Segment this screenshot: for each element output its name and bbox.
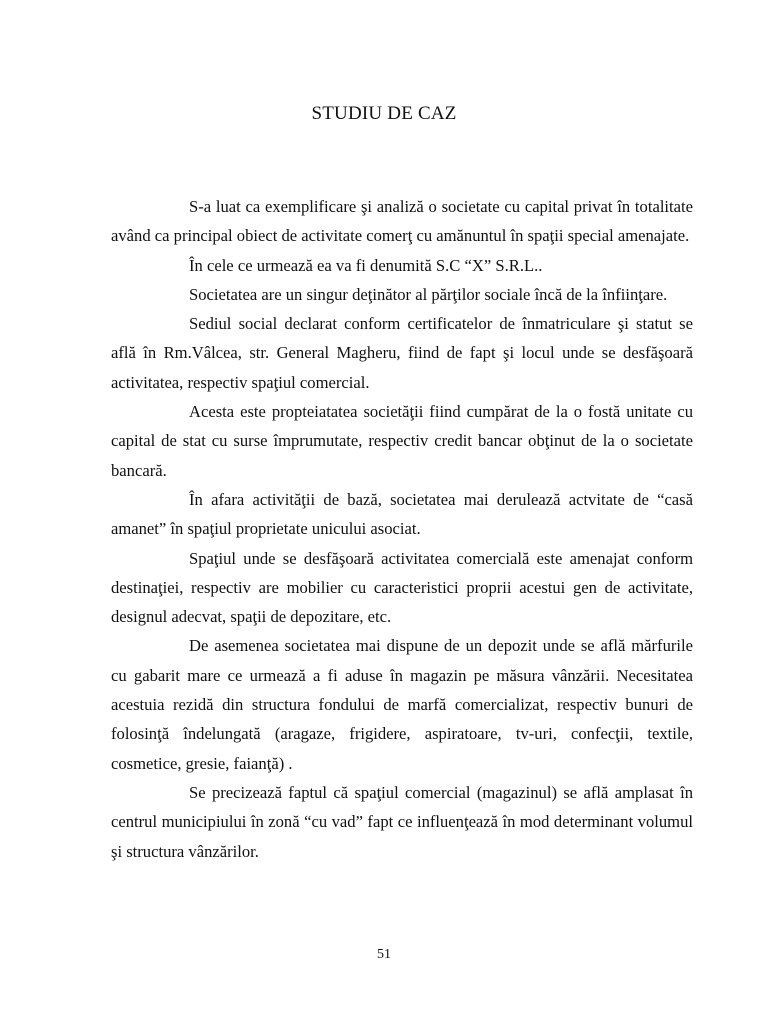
page-title: STUDIU DE CAZ xyxy=(311,103,457,124)
paragraph: Se precizează faptul că spaţiul comercial (magazinul) se află amplasat în centrul municipiului în zonă “cu vad” fapt ce influenţează în mod determinant volumul şi structura vânzărilor. xyxy=(111,782,693,861)
paragraph: Spaţiul unde se desfăşoară activitatea comercială este amenajat conform destinaţiei, respectiv are mobilier cu caracteristici proprii acestui gen de activitate, designul adecvat, spaţii de depozitare, etc. xyxy=(111,548,693,627)
paragraph: Sediul social declarat conform certificatelor de înmatriculare şi statut se află în Rm.Vâlcea, str. General Magheru, fiind de fapt şi locul unde se desfăşoară activitatea, respectiv spaţiul comercial. xyxy=(111,314,693,392)
paragraph: Acesta este propteiatatea societăţii fiind cumpărat de la o fostă unitate cu capital de stat cu surse împrumutate, respectiv credit bancar obţinut de la o societate bancară. xyxy=(111,402,693,480)
paragraph: În cele ce urmează ea va fi denumită S.C “X” S.R.L.. xyxy=(189,255,543,275)
paragraph: De asemenea societatea mai dispune de un depozit unde se află mărfurile cu gabarit mare ce urmează a fi aduse în magazin pe măsura vânzării. Necesitatea acestuia rezidă din structura fondului de marfă comercializat, respectiv bunuri de folosinţă îndelungată (aragaze, frigidere, aspiratoare, tv-uri, confecţii, textile, cosmetice, gresie, faianţă) . xyxy=(111,636,693,773)
paragraph: S-a luat ca exemplificare şi analiză o societate cu capital privat în totalitate având ca principal obiect de activitate comerţ cu amănuntul în spaţii special amenajate. xyxy=(111,197,693,246)
paragraph: Societatea are un singur deţinător al părţilor sociale încă de la înfiinţare. xyxy=(189,284,668,304)
document-body xyxy=(111,192,693,866)
page-number: 51 xyxy=(377,947,391,962)
paragraph: În afara activităţii de bază, societatea mai derulează actvitate de “casă amanet” în spaţiul proprietate unicului asociat. xyxy=(111,489,693,539)
